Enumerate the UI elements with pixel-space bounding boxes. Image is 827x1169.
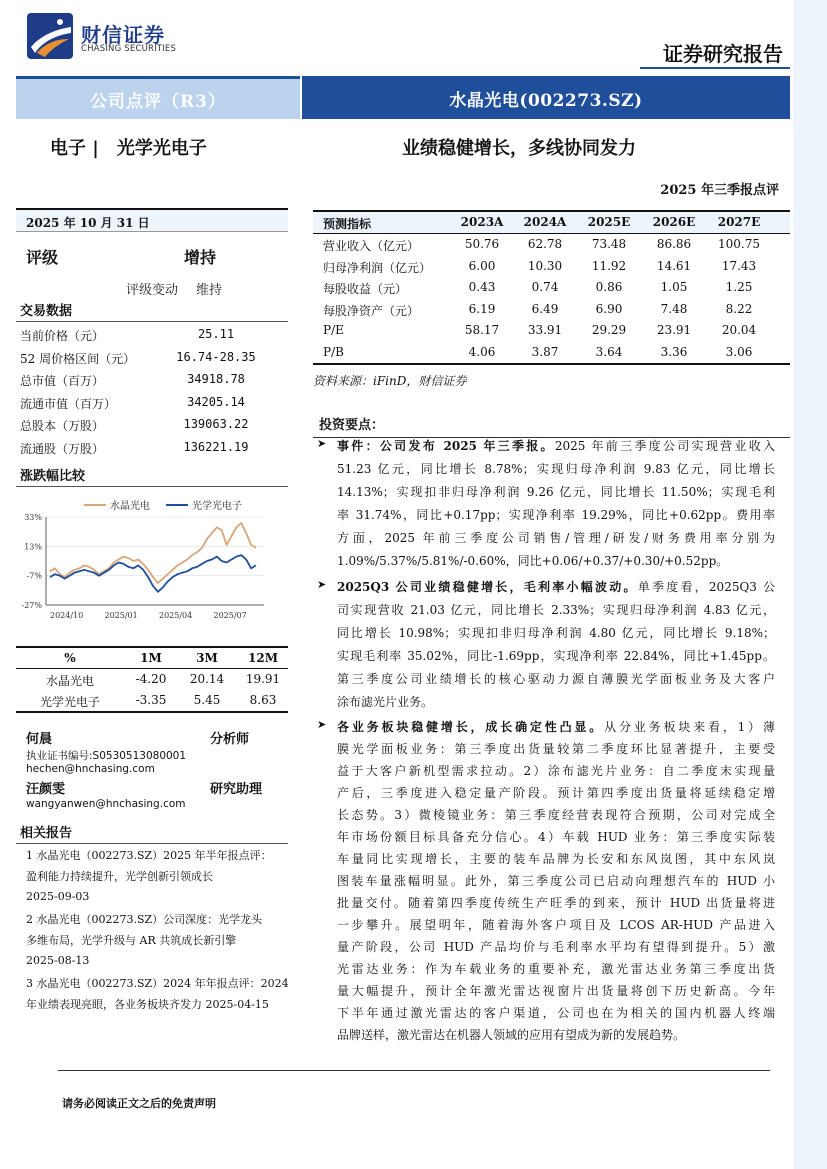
forecast-key: 归母净利润（亿元） [323, 260, 432, 275]
forecast-row [313, 299, 790, 321]
forecast-cell: 73.48 [591, 237, 627, 251]
forecast-cell: 20.04 [721, 323, 757, 337]
bullet-line: 一步攀升。展望明年，随着海外客户项目及 LCOS AR-HUD 产品进入 [337, 918, 775, 932]
forecast-header-cell: 2027E [717, 215, 761, 229]
trade-row [16, 414, 288, 437]
bullet-line: 下半年通过激光雷达的客户渠道，公司也在为相关的国内机器人终端 [337, 1006, 775, 1020]
forecast-cell: 58.17 [464, 323, 500, 337]
x-tick-label: 2025/01 [104, 611, 138, 620]
forecast-cell: 29.29 [591, 323, 627, 337]
analyst-role: 研究助理 [210, 782, 263, 797]
analyst-block [16, 728, 288, 776]
trade-row [16, 369, 288, 392]
forecast-table [313, 210, 790, 365]
logo-mark-icon [27, 13, 73, 59]
related-report-item[interactable] [26, 846, 302, 908]
forecast-cell: 4.06 [468, 344, 496, 359]
analyst-name: 汪颜雯 [26, 782, 66, 797]
forecast-cell: 23.91 [656, 323, 692, 337]
trade-key: 总市值（百万） [20, 374, 105, 388]
related-report-item[interactable] [26, 974, 302, 1015]
forecast-header-cell: 2024A [523, 215, 567, 229]
forecast-cell: 1.25 [725, 280, 753, 294]
bullet-line: 量大幅提升，预计全年激光雷达视窗片出货量将创下历史新高。今年 [337, 984, 775, 998]
bullet-line [337, 718, 775, 735]
bullet-line: 涂布滤光片业务。 [337, 695, 434, 709]
related-report-line: 2025-09-03 [26, 890, 90, 903]
rating-change-label: 评级变动 [126, 283, 179, 298]
bullet-line: 长态势。3）微棱镜业务：第三季度经营表现符合预期，公司对完成全 [337, 808, 775, 822]
trade-value: 139063.22 [183, 417, 249, 431]
forecast-header-cell: 预测指标 [323, 217, 372, 231]
perf-header-cell: 3M [196, 651, 218, 665]
forecast-key: 每股净资产（元） [323, 303, 420, 318]
trade-data-title: 交易数据 [16, 300, 288, 322]
forecast-source: 资料来源：iFinD，财信证券 [313, 374, 467, 388]
perf-cell: 20.14 [189, 672, 225, 686]
bullet-line: 品牌送样，激光雷达在机器人领域的应用有望成为新的发展趋势。 [337, 1028, 686, 1042]
bullet-line: 同比增长 10.98%；实现扣非归母净利润 4.80 亿元，同比增长 9.18%； [337, 626, 775, 640]
header-rule [640, 67, 790, 69]
logo-text-cn: 财信证券 [81, 23, 165, 47]
forecast-key: P/B [323, 344, 344, 359]
forecast-cell: 0.43 [468, 280, 496, 294]
company-logo [27, 13, 187, 63]
banner-left-label: 公司点评（R3） [90, 92, 226, 112]
bullet-line: 车量同比实现增长，主要的装车品牌为长安和东风岚图，其中东风岚 [337, 852, 775, 866]
side-stripe [793, 0, 827, 1169]
bullet-line: 14.13%；实现扣非归母净利润 9.26 亿元，同比增长 11.50%；实现毛利 [337, 485, 775, 499]
legend-label: 光学光电子 [192, 501, 242, 512]
report-subtitle: 2025 年三季报点评 [660, 183, 779, 198]
forecast-cell: 1.05 [660, 280, 688, 294]
trade-key: 流通市值（百万） [20, 396, 117, 411]
trade-key: 52 周价格区间（元） [20, 351, 136, 366]
forecast-row [313, 234, 790, 256]
related-report-line: 多维布局，光学升级与 AR 共筑成长新引擎 [26, 933, 237, 947]
bullet-line: 第三季度公司业绩增长的核心驱动力源自薄膜光学面板业务及大客户 [337, 672, 775, 686]
forecast-row [313, 256, 790, 278]
bullet-line [337, 578, 775, 595]
trade-key: 流通股（万股） [20, 441, 105, 456]
bullet-line: 实现毛利率 35.02%，同比-1.69pp，实现净利率 22.84%，同比+1.45pp。 [337, 649, 775, 663]
analyst-email[interactable]: wangyanwen@hnchasing.com [26, 798, 186, 810]
forecast-cell: 0.74 [531, 280, 559, 294]
related-report-line: 盈利能力持续提升，光学创新引领成长 [26, 869, 213, 883]
bullet-arrow-icon: ➤ [317, 437, 327, 450]
forecast-row [313, 277, 790, 299]
industry-label: 电子 | 光学光电子 [50, 138, 207, 159]
bullet-line: 量产阶段，公司 HUD 产品均价与毛利率水平均有望得到提升。5）激 [337, 940, 775, 954]
forecast-cell: 10.30 [527, 258, 563, 273]
banner-right-label: 水晶光电(002273.SZ) [449, 91, 643, 111]
related-reports-title: 相关报告 [16, 822, 288, 844]
perf-cell: 5.45 [193, 693, 221, 707]
y-tick-label: 13% [24, 542, 42, 552]
bullet-line: 图装车量涨幅明显。此外，第三季度公司已启动向理想汽车的 HUD 小 [337, 874, 775, 888]
related-report-item[interactable] [26, 910, 302, 972]
perf-row [16, 669, 288, 690]
perf-cell: 8.63 [249, 693, 277, 707]
related-report-line: 1 水晶光电（002273.SZ）2025 年半年报点评： [26, 849, 272, 862]
bullet-line: 51.23 亿元，同比增长 8.78%；实现归母净利润 9.83 亿元，同比增长 [337, 462, 775, 476]
series-line [50, 555, 256, 592]
x-tick-label: 2025/07 [213, 611, 247, 620]
forecast-cell: 3.06 [725, 344, 753, 359]
performance-table [16, 646, 288, 713]
report-date: 2025 年 10 月 31 日 [26, 216, 150, 230]
bullet-line: 益于大客户新机型需求拉动。2）涂布滤光片业务：自二季度末实现量 [337, 764, 775, 778]
perf-cell: 光学光电子 [39, 695, 100, 709]
series-line [50, 523, 256, 583]
bullet-bold-lead: 各业务板块稳健增长，成长确定性凸显。 [337, 720, 605, 734]
forecast-row [313, 320, 790, 342]
bullet-text: 2025 年前三季度公司实现营业收入 [554, 439, 775, 453]
forecast-cell: 62.78 [527, 237, 563, 251]
bullet-text: 从分业务板块来看，1）薄 [604, 720, 775, 734]
x-tick-label: 2024/10 [50, 611, 84, 620]
analyst-role: 分析师 [210, 732, 250, 747]
bullet-arrow-icon: ➤ [317, 718, 327, 731]
report-type: 证券研究报告 [663, 42, 783, 66]
trade-data-table [16, 324, 288, 459]
bullet-arrow-icon: ➤ [317, 578, 327, 591]
forecast-cell: 6.49 [531, 301, 559, 316]
bullet-line: 司实现营收 21.03 亿元，同比增长 2.33%；实现归母净利润 4.83 亿元， [337, 603, 775, 617]
forecast-cell: 7.48 [660, 301, 688, 316]
perf-cell: -3.35 [135, 693, 167, 707]
forecast-cell: 100.75 [718, 237, 760, 251]
analyst-name: 何晨 [26, 732, 53, 747]
x-tick-label: 2025/04 [159, 611, 193, 620]
analyst-email[interactable]: hechen@hnchasing.com [26, 763, 155, 775]
forecast-cell: 86.86 [656, 237, 692, 251]
logo-text-en: CHASING SECURITIES [81, 44, 177, 54]
forecast-key: 每股收益（元） [323, 282, 408, 296]
perf-cell: 水晶光电 [45, 674, 94, 688]
perf-chart-title: 涨跌幅比较 [16, 465, 288, 487]
trade-value: 136221.19 [183, 439, 249, 454]
trade-value: 34918.78 [187, 372, 245, 386]
perf-row [16, 690, 288, 711]
rating-value: 增持 [184, 248, 217, 267]
trade-row [16, 324, 288, 347]
report-date-bar [16, 208, 288, 232]
trade-key: 总股本（万股） [20, 419, 105, 433]
related-report-line: 2025-08-13 [26, 954, 90, 967]
y-tick-label: 33% [24, 513, 42, 522]
report-headline: 业绩稳健增长，多线协同发力 [402, 138, 636, 159]
bullet-bold-lead: 事件：公司发布 2025 年三季报。 [337, 439, 555, 453]
bullet-line: 1.09%/5.37%/5.81%/-0.60%，同比+0.06/+0.37/+0.30/+0.52pp。 [337, 554, 729, 568]
bullet-line: 方面，2025 年前三季度公司销售/管理/研发/财务费用率分别为 [337, 531, 775, 545]
perf-header-cell: % [64, 651, 76, 665]
trade-value: 34205.14 [187, 394, 245, 409]
legend-label: 水晶光电 [110, 501, 150, 512]
forecast-header-cell: 2025E [587, 215, 631, 229]
trade-row [16, 347, 288, 370]
bullet-bold-lead: 2025Q3 公司业绩稳健增长，毛利率小幅波动。 [337, 580, 638, 594]
trade-value: 25.11 [197, 327, 235, 341]
forecast-cell: 8.22 [725, 301, 753, 316]
forecast-cell: 3.36 [660, 344, 688, 359]
related-report-line: 3 水晶光电（002273.SZ）2024 年年报点评：2024 [26, 977, 289, 990]
forecast-cell: 11.92 [591, 258, 627, 273]
forecast-header-cell: 2026E [652, 215, 696, 229]
forecast-header-cell: 2023A [460, 215, 504, 229]
forecast-cell: 33.91 [527, 323, 563, 337]
forecast-cell: 50.76 [464, 237, 500, 251]
analyst-cert: 执业证书编号:S0530513080001 [26, 750, 187, 762]
bullet-line: 光雷达业务：作为车载业务的重要补充，激光雷达业务第三季度出货 [337, 962, 775, 976]
forecast-key: P/E [323, 323, 344, 337]
forecast-cell: 3.87 [531, 344, 559, 359]
bullet-line: 年市场份额目标具备充分信心。4）车载 HUD 业务：第三季度实际装 [337, 830, 775, 844]
forecast-cell: 3.64 [595, 344, 623, 359]
y-tick-label: -7% [26, 571, 42, 581]
forecast-cell: 0.86 [595, 280, 623, 294]
bullet-line [337, 437, 775, 454]
perf-cell: -4.20 [135, 672, 167, 686]
chart-svg [16, 488, 288, 630]
price-performance-chart [16, 488, 288, 630]
trade-row [16, 392, 288, 415]
analyst-block [16, 778, 288, 812]
perf-header-cell: 12M [248, 651, 278, 665]
related-report-line: 2 水晶光电（002273.SZ）公司深度：光学龙头 [26, 913, 263, 926]
forecast-row [313, 342, 790, 364]
banner-report-category [16, 76, 300, 119]
forecast-cell: 14.61 [656, 258, 692, 273]
investment-highlights-title: 投资要点： [313, 414, 790, 438]
bullet-line: 膜光学面板业务：第三季度出货量较第二季度环比显著提升，主要受 [337, 742, 775, 756]
trade-row [16, 437, 288, 460]
rating-change [126, 279, 222, 298]
bullet-text: 单季度看，2025Q3 公 [637, 580, 775, 594]
perf-header-row [16, 648, 288, 669]
banner-company [302, 76, 790, 119]
related-report-line: 年业绩表现亮眼，各业务板块齐发力 2025-04-15 [26, 997, 269, 1011]
forecast-header-row [313, 212, 790, 234]
perf-header-cell: 1M [140, 651, 162, 665]
perf-cell: 19.91 [245, 672, 281, 686]
y-tick-label: -27% [21, 601, 42, 610]
forecast-cell: 17.43 [721, 258, 757, 273]
rating-change-value: 维持 [196, 283, 223, 298]
bullet-line: 率 31.74%，同比+0.17pp；实现净利率 19.29%，同比+0.62pp。费用率 [337, 508, 775, 522]
forecast-cell: 6.90 [595, 301, 623, 316]
footer-rule [58, 1070, 770, 1071]
rating-label: 评级 [26, 248, 59, 267]
forecast-cell: 6.00 [468, 258, 496, 273]
trade-key: 当前价格（元） [20, 329, 105, 343]
bullet-line: 批量交付。随着第四季度传统生产旺季的到来，预计 HUD 出货量将进 [337, 896, 775, 910]
trade-value: 16.74-28.35 [176, 349, 256, 364]
forecast-cell: 6.19 [468, 301, 496, 316]
disclaimer-note[interactable]: 请务必阅读正文之后的免责声明 [62, 1097, 216, 1110]
bullet-line: 产后，三季度进入稳定量产阶段。预计第四季度出货量将延续稳定增 [337, 786, 775, 800]
forecast-key: 营业收入（亿元） [323, 239, 420, 253]
